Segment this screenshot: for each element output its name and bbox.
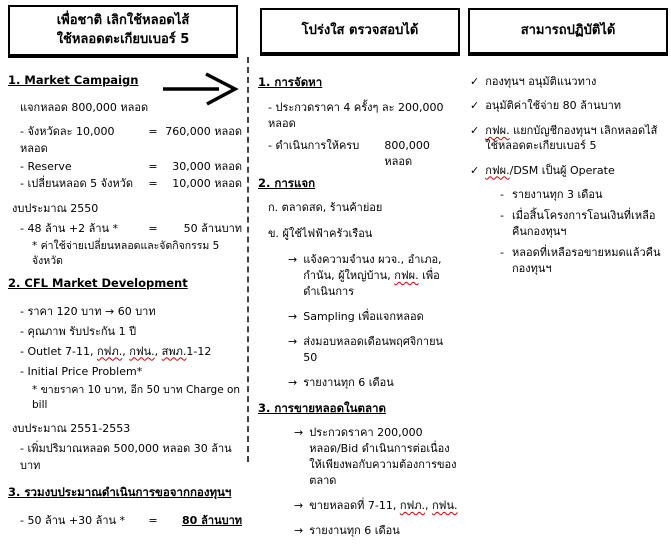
quality-line: - คุณภาพ รับประกัน 1 ปี	[20, 324, 137, 338]
row-value: 50 ล้านบาท	[183, 221, 242, 235]
equals-sign: =	[148, 159, 158, 173]
arrow-item-text: ส่งมอบหลอดเดือนพฤศจิกายน 50	[303, 334, 444, 364]
arrow-item-text: ประกวดราคา 200,000 หลอด/Bid ดำเนินการต่อเนื่องให้เพียงพอกับความต้องการของตลาด	[309, 426, 457, 488]
dash-bullet-icon	[500, 208, 504, 239]
row-value: 760,000 หลอด	[165, 124, 242, 138]
check-icon	[470, 123, 479, 154]
arrow-icon	[294, 498, 303, 514]
check-icon	[470, 163, 479, 178]
check-item-text: อนุมัติค่าใช้จ่าย 80 ล้านบาท	[485, 99, 622, 113]
table-row	[20, 175, 245, 193]
equals-sign: =	[148, 124, 158, 138]
arrow-item-text: รายงานทุก 6 เดือน	[303, 375, 394, 389]
row-label: - 50 ล้าน +30 ล้าน *	[20, 513, 126, 527]
section-title-market-campaign: 1. Market Campaign	[8, 73, 139, 87]
sub-list-item	[500, 245, 668, 276]
header-transparency-label: โปร่งใส ตรวจสอบได้	[301, 22, 419, 38]
header-campaign-line2: ใช้หลอดตะเกียบเบอร์ 5	[56, 31, 190, 47]
column-practicality	[470, 74, 668, 282]
row-label: - 48 ล้าน +2 ล้าน *	[20, 221, 119, 235]
budget-2551-2553-line: - เพิ่มปริมาณหลอด 500,000 หลอด 30 ล้านบาท	[20, 442, 232, 473]
list-item	[288, 375, 460, 391]
footnote-charge-on-bill: * ขายราคา 10 บาท, อีก 50 บาท Charge on bill	[32, 383, 241, 412]
footnote-budget-2550: * ค่าใช้จ่ายเปลี่ยนหลอดและจัดกิจกรรม 5 จังหวัด	[32, 239, 220, 267]
table-row	[20, 123, 245, 158]
total-budget-row	[20, 512, 245, 530]
check-item-text: กฟผ./DSM เป็นผู้ Operate	[485, 163, 615, 177]
table-row	[20, 158, 245, 176]
arrow-icon	[288, 252, 297, 300]
header-box-campaign	[8, 5, 238, 58]
budget-2551-2553-label: งบประมาณ 2551-2553	[12, 422, 131, 436]
section-title-market-sales: 3. การขายหลอดในตลาด	[258, 400, 386, 415]
arrow-item-text: รายงานทุก 6 เดือน	[309, 524, 400, 538]
equals-sign: =	[148, 221, 158, 235]
checklist-item	[470, 123, 668, 154]
checklist-item	[470, 163, 668, 178]
outlet-line: - Outlet 7-11, กฟภ., กฟน., สพภ.1-12	[20, 344, 212, 358]
column-transparency	[258, 74, 460, 548]
section-title-cfl-market: 2. CFL Market Development	[8, 275, 188, 290]
budget-2550-label: งบประมาณ 2550	[12, 201, 99, 215]
column-divider	[247, 57, 249, 462]
checklist-item	[470, 74, 668, 89]
row-label: - ดำเนินการให้ครบ	[268, 138, 360, 152]
distribution-channel-b: ข. ผู้ใช้ไฟฟ้าครัวเรือน	[268, 227, 373, 241]
arrow-item-text: Sampling เพื่อแจกหลอด	[303, 309, 424, 323]
header-box-transparency	[260, 8, 460, 56]
row-value: 10,000 หลอด	[172, 177, 242, 191]
arrow-item-text: แจ้งความจำนง ผวจ., อำเภอ, กำนัน, ผู้ใหญ่บ้าน, กฟผ. เพื่อดำเนินการ	[303, 253, 442, 298]
header-practicality-label: สามารถปฏิบัติได้	[520, 22, 616, 38]
sub-list-item	[500, 208, 668, 239]
check-item-text: กองทุนฯ อนุมัติแนวทาง	[485, 75, 597, 88]
procurement-total-row	[268, 138, 460, 170]
dash-bullet-icon	[500, 245, 504, 276]
row-label: - จังหวัดละ 10,000 หลอด	[20, 124, 115, 156]
row-value: 800,000 หลอด	[384, 138, 430, 168]
check-icon	[470, 98, 479, 113]
budget-2550-row	[20, 220, 245, 238]
column-market-campaign	[8, 72, 245, 530]
distribution-channel-a: ก. ตลาดสด, ร้านค้าย่อย	[268, 201, 383, 215]
check-item-text: กฟผ. แยกบัญชีกองทุนฯ เลิกหลอดไส้ ใช้หลอดตะเกียบเบอร์ 5	[485, 123, 658, 153]
row-label: - เปลี่ยนหลอด 5 จังหวัด	[20, 177, 134, 191]
sub-item-text: เมื่อสิ้นโครงการโอนเงินที่เหลือคืนกองทุนฯ	[511, 209, 656, 238]
dash-bullet-icon	[500, 187, 504, 202]
section-title-total-budget: 3. รวมงบประมาณดำเนินการขอจากกองทุนฯ	[8, 485, 232, 500]
checklist-item	[470, 98, 668, 113]
section-title-distribution: 2. การแจก	[258, 175, 316, 190]
arrow-icon	[288, 309, 297, 325]
sub-item-text: หลอดที่เหลือรอขายหมดแล้วคืนกองทุนฯ	[511, 246, 661, 275]
section-title-procurement: 1. การจัดหา	[258, 75, 323, 89]
initial-price-line: - Initial Price Problem*	[20, 364, 143, 378]
header-campaign-line1: เพื่อชาติ เลิกใช้หลอดไส้	[56, 12, 190, 28]
row-label: - Reserve	[20, 159, 72, 173]
distribution-total-line: แจกหลอด 800,000 หลอด	[20, 100, 149, 114]
check-icon	[470, 74, 479, 89]
arrow-icon	[294, 425, 303, 489]
list-item	[294, 425, 460, 489]
equals-sign: =	[148, 513, 158, 527]
sub-item-text: รายงานทุก 3 เดือน	[511, 187, 603, 201]
arrow-icon	[294, 523, 303, 539]
arrow-icon	[288, 334, 297, 366]
list-item	[294, 498, 460, 514]
price-line: - ราคา 120 บาท → 60 บาท	[20, 304, 156, 318]
list-item	[288, 334, 460, 366]
row-value: 30,000 หลอด	[172, 159, 242, 173]
total-budget-value: 80 ล้านบาท	[182, 513, 242, 527]
arrow-icon	[288, 375, 297, 391]
list-item	[288, 252, 460, 300]
sub-list-item	[500, 187, 668, 202]
procurement-line: - ประกวดราคา 4 ครั้งๆ ละ 200,000 หลอด	[268, 100, 444, 131]
list-item	[288, 309, 460, 325]
list-item	[294, 523, 460, 539]
arrow-item-text: ขายหลอดที่ 7-11, กฟภ., กฟน.	[309, 499, 458, 513]
equals-sign: =	[148, 177, 158, 191]
header-box-practicality	[468, 8, 668, 56]
